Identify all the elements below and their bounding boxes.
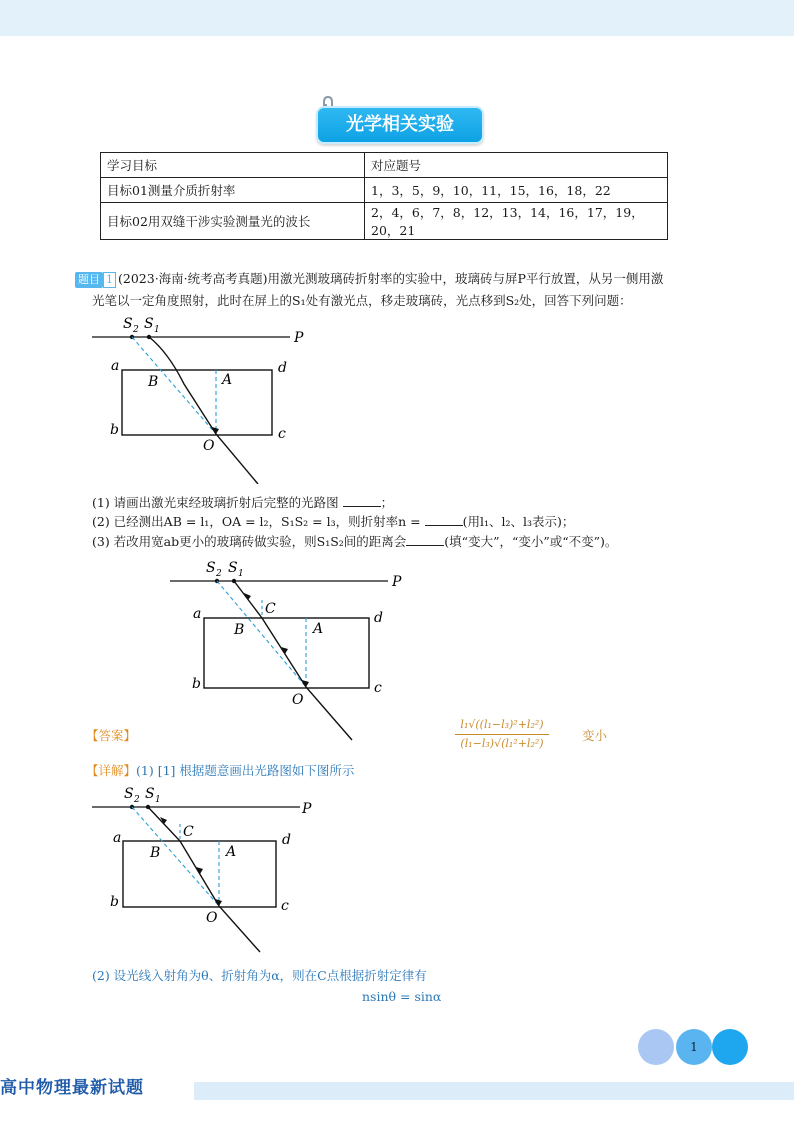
diagram-explanation	[88, 782, 318, 954]
brand-logo: 高中物理最新试题	[0, 1078, 144, 1098]
label-S2: S	[206, 560, 216, 576]
label-c: c	[281, 898, 289, 914]
label-a: a	[193, 606, 202, 622]
formula-denominator: (l₁−l₃)√(l₁²+l₂²)	[460, 737, 544, 750]
table-header-row	[101, 153, 668, 178]
label-S2-sub: 2	[134, 795, 140, 805]
label-b: b	[192, 676, 201, 692]
label-d: d	[374, 610, 383, 626]
label-b: b	[110, 894, 119, 910]
label-S2-sub: 2	[133, 325, 139, 335]
label-C: C	[183, 824, 194, 840]
bottom-band	[194, 1082, 794, 1100]
table-cell: 目标01测量介质折射率	[101, 178, 365, 203]
label-B: B	[150, 845, 161, 861]
page-title: 光学相关实验	[316, 106, 484, 144]
question-stem: 用激光测玻璃砖折射率的实验中，玻璃砖与屏P平行放置，从另一侧用激	[267, 271, 664, 286]
label-A: A	[226, 844, 237, 860]
question-stem-line1	[75, 270, 663, 288]
formula-numerator: l₁√((l₁−l₃)²+l₂²)	[460, 718, 544, 731]
label-S1: S	[228, 560, 238, 576]
table-row	[101, 178, 668, 203]
table-cell: 2，4，6，7，8，12，13，14，16，17，19，20，21	[365, 203, 668, 240]
page-number: 1	[676, 1029, 712, 1065]
label-a: a	[111, 358, 120, 374]
label-S2: S	[123, 316, 133, 332]
explanation-line2: (2) 设光线入射角为θ、折射角为α，则在C点根据折射定律有	[92, 968, 427, 983]
table-header-cell: 学习目标	[101, 153, 365, 178]
label-O: O	[206, 910, 218, 926]
label-a: a	[113, 830, 122, 846]
label-O: O	[292, 692, 304, 708]
label-c: c	[374, 680, 382, 696]
explanation-line1: 【详解】(1) [1] 根据题意画出光路图如下图所示	[86, 763, 355, 778]
label-b: b	[110, 422, 119, 438]
label-S1-sub: 1	[238, 569, 244, 579]
question-stem-line2: 光笔以一定角度照射，此时在屏上的S₁处有激光点，移走玻璃砖，光点移到S₂处，回答下列问题：	[92, 293, 632, 308]
label-B: B	[148, 374, 159, 390]
label-O: O	[203, 438, 215, 454]
label-d: d	[278, 360, 287, 376]
label-S2-sub: 2	[216, 569, 222, 579]
diagram-question	[88, 312, 318, 484]
top-band	[0, 0, 794, 36]
label-S2: S	[124, 786, 134, 802]
answer-formula	[455, 717, 549, 752]
label-S1-sub: 1	[155, 795, 161, 805]
label-S1-sub: 1	[154, 325, 160, 335]
diagram-answer	[164, 556, 404, 744]
table-cell: 1，3，5，9，10，11，15，16，18，22	[365, 178, 668, 203]
question-tag: 题目	[75, 272, 103, 288]
label-c: c	[278, 426, 286, 442]
answer-label: 【答案】	[86, 728, 137, 743]
table-cell: 目标02用双缝干涉实验测量光的波长	[101, 203, 365, 240]
label-P: P	[302, 801, 312, 817]
label-B: B	[234, 622, 245, 638]
answer-part3: 变小	[582, 728, 608, 743]
label-P: P	[392, 574, 402, 590]
label-S1: S	[145, 786, 155, 802]
label-A: A	[222, 372, 233, 388]
label-S1: S	[144, 316, 154, 332]
question-number: 1	[103, 272, 116, 288]
question-part3: (3) 若改用宽ab更小的玻璃砖做实验，则S₁S₂间的距离会 (填“变大”，“变小”或“不变”)。	[92, 534, 618, 549]
explanation-equation: nsinθ = sinα	[362, 989, 442, 1004]
goals-table	[100, 152, 668, 240]
label-d: d	[282, 832, 291, 848]
question-source: (2023·海南·统考高考真题)	[118, 271, 268, 286]
table-header-cell: 对应题号	[365, 153, 668, 178]
label-A: A	[313, 621, 324, 637]
label-P: P	[294, 330, 304, 346]
explanation-label: 【详解】	[86, 763, 137, 778]
table-row	[101, 203, 668, 240]
question-part2: (2) 已经测出AB = l₁，OA = l₂，S₁S₂ = l₃，则折射率n = (用l₁、l₂、l₃表示)；	[92, 514, 575, 529]
label-C: C	[265, 601, 276, 617]
question-part1: (1) 请画出激光束经玻璃折射后完整的光路图 ；	[92, 495, 394, 510]
